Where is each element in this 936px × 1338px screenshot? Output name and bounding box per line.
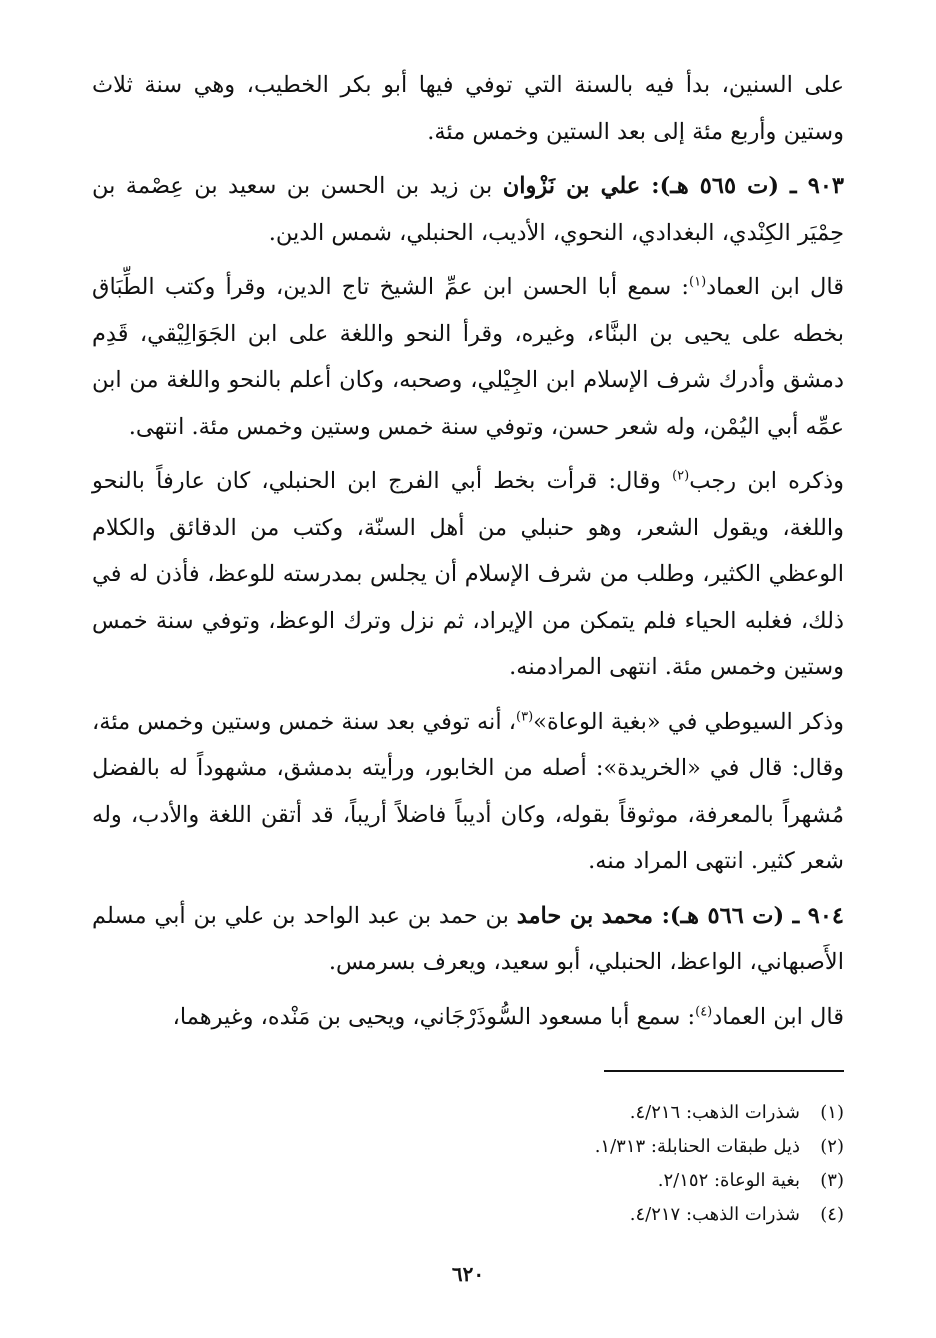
footnote-divider [604,1070,844,1072]
footnote-item [92,1130,844,1164]
paragraph-text: على السنين، بدأ فيه بالسنة التي توفي فيها أبو بكر الخطيب، وهي سنة ثلاث وستين وأربع مئة إلى بعد الستين وخمس مئة. [92,72,844,145]
paragraph-text-after: وقال: قرأت بخط أبي الفرج ابن الحنبلي، كان عارفاً بالنحو واللغة، ويقول الشعر، وهو حنبلي من أهل السنّة، وكتب من الدقائق والكلام الوعظي الكثير، وطلب من شرف الإسلام أن يجلس بمدرسته للوعظ، فأذن له في ذلك، فغلبه الحياء فلم يتمكن من الإيراد، ثم نزل وترك الوعظ، وتوفي سنة خمس وستين وخمس مئة. انتهى المرادمنه. [92,468,844,680]
paragraph-suyuti [92,699,844,885]
footnote-ref[interactable]: (٢) [672,468,690,484]
paragraph-intro [92,62,844,155]
paragraph-ibn-al-imad-2 [92,994,844,1041]
footnote-number: (١) [820,1102,844,1123]
paragraph-text-after: ، أنه توفي بعد سنة خمس وستين وخمس مئة، وقال: قال في «الخريدة»: أصله من الخابور، ورأيته بدمشق، مشهوداً له بالفضل مُشهراً بالمعرفة، موثوقاً بقوله، وكان أديباً فاضلاً أريباً، قد أتقن اللغة والأدب، وله شعر كثير. انتهى المراد منه. [92,708,844,874]
paragraph-text-before: قال ابن العماد [706,274,845,300]
paragraph-text-before: وذكر السيوطي في «بغية الوعاة» [533,708,844,735]
entry-text: بن زيد بن الحسن بن سعيد بن عِصْمة بن حِمْيَر الكِنْدي، البغدادي، النحوي، الأديب، الحنبلي، شمس الدين. [92,173,844,246]
paragraph-text-before: وذكره ابن رجب [689,468,844,494]
footnote-text: شذرات الذهب: ٤/٢١٦. [629,1102,800,1123]
footnote-ref[interactable]: (١) [689,274,707,290]
footnote-item [92,1096,844,1130]
entry-text: بن حمد بن عبد الواحد بن علي بن أبي مسلم الأَصبهاني، الواعظ، الحنبلي، أبو سعيد، ويعرف بسرمس. [92,902,844,975]
entry-904 [92,893,844,986]
footnote-number: (٤) [820,1204,844,1225]
paragraph-text-after: : سمع أبا الحسن ابن عمِّ الشيخ تاج الدين، وقرأ وكتب الطِّبَاق بخطه على يحيى بن البنَّاء، وغيره، وقرأ النحو واللغة على ابن الجَوَالِيْقي، قَدِم دمشق وأدرك شرف الإسلام ابن الجِيْلي، وصحبه، وكان أعلم بالنحو واللغة من ابن عمِّه أبي اليُمْن، وله شعر حسن، وتوفي سنة خمس وستين وخمس مئة. انتهى. [92,274,844,440]
footnote-list [92,1096,844,1232]
entry-heading: ٩٠٣ ـ (ت ٥٦٥ هـ): علي بن نَزْوان [502,173,844,199]
footnote-text: ذيل طبقات الحنابلة: ١/٣١٣. [594,1136,800,1157]
footnote-ref[interactable]: (٣) [516,709,534,724]
footnote-item [92,1164,844,1198]
main-text [92,62,844,1040]
paragraph-text-before: قال ابن العماد [712,1003,844,1030]
paragraph-ibn-al-imad-1 [92,264,844,450]
paragraph-ibn-rajab [92,458,844,691]
footnote-text: بغية الوعاة: ٢/١٥٢. [657,1170,800,1191]
footnote-ref[interactable]: (٤) [695,1004,713,1019]
footnote-number: (٣) [820,1170,844,1191]
entry-903 [92,163,844,256]
paragraph-text-after: : سمع أبا مسعود السُّوذَرْجَاني، ويحيى بن مَنْده، وغيرهما، [172,1003,696,1030]
footnote-text: شذرات الذهب: ٤/٢١٧. [629,1204,800,1225]
footnote-number: (٢) [820,1136,844,1157]
page-number: ٦٢٠ [451,1262,485,1286]
entry-heading: ٩٠٤ ـ (ت ٥٦٦ هـ): محمد بن حامد [516,902,844,929]
footnote-item [92,1198,844,1232]
